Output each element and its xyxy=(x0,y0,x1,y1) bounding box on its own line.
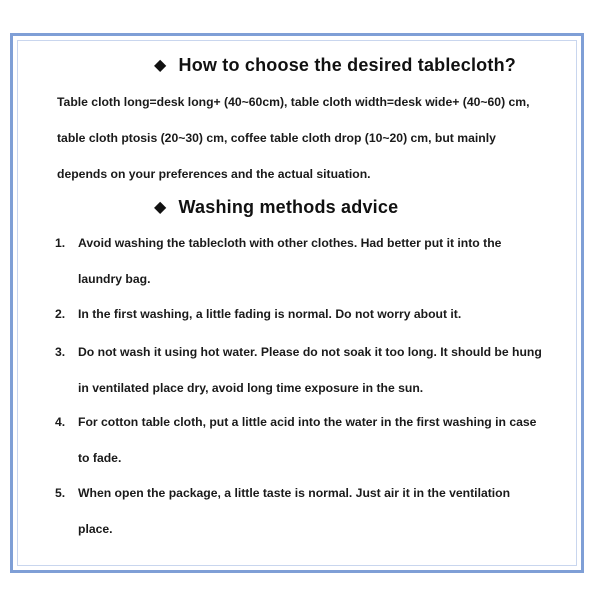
section-title-washing: Washing methods advice xyxy=(178,197,399,217)
diamond-bullet-icon: ◆ xyxy=(154,56,167,74)
list-item xyxy=(55,334,545,406)
list-item-text: Do not wash it using hot water. Please do not soak it too long. It should be hung in ventilated place dry, avoid long time exposure in the sun. xyxy=(78,345,542,395)
list-item-number: 5. xyxy=(55,486,66,500)
list-item-number: 3. xyxy=(55,345,66,359)
list-item-text: Avoid washing the tablecloth with other clothes. Had better put it into the laundry bag. xyxy=(78,236,502,286)
list-item xyxy=(55,475,545,547)
list-item-number: 2. xyxy=(55,307,66,321)
list-item-text: For cotton table cloth, put a little acid into the water in the first washing in case to fade. xyxy=(78,415,537,465)
list-item-number: 4. xyxy=(55,415,66,429)
list-item-number: 1. xyxy=(55,236,66,250)
section-heading-washing xyxy=(154,197,398,218)
diamond-bullet-icon: ◆ xyxy=(154,198,167,216)
list-item-text: In the first washing, a little fading is normal. Do not worry about it. xyxy=(78,307,462,321)
section-title-choose: How to choose the desired tablecloth? xyxy=(178,55,516,75)
section-heading-choose xyxy=(154,55,516,76)
list-item xyxy=(55,404,545,476)
list-item xyxy=(55,225,545,297)
choose-paragraph: Table cloth long=desk long+ (40~60cm), table cloth width=desk wide+ (40~60) cm, table cloth ptosis (20~30) cm, coffee table cloth drop (10~20) cm, but mainly depends on your preferences and the actual situation. xyxy=(57,95,530,181)
list-item xyxy=(55,296,545,332)
list-item-text: When open the package, a little taste is normal. Just air it in the ventilation place. xyxy=(78,486,511,536)
